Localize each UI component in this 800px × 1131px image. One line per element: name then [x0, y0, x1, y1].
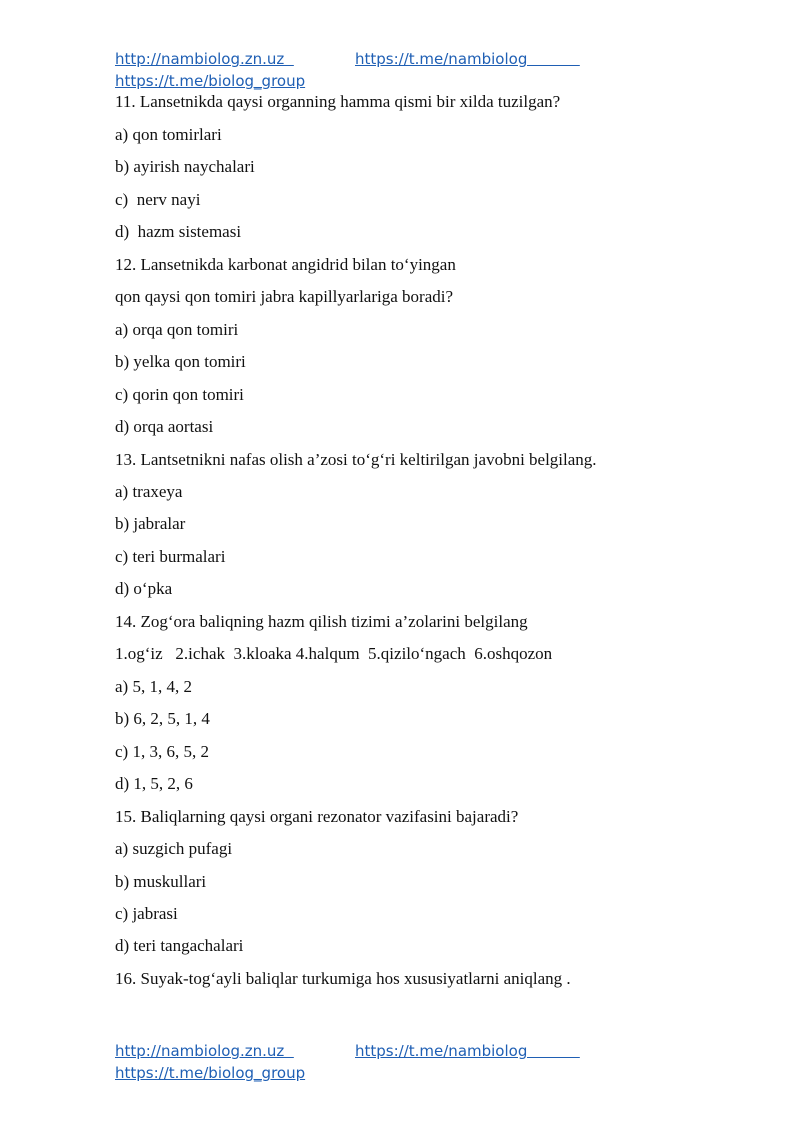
question-13-option-b: b) jabralar [115, 514, 186, 533]
question-15-option-c: c) jabrasi [115, 904, 178, 923]
question-11-option-a: a) qon tomirlari [115, 125, 222, 144]
question-15-option-d: d) teri tangachalari [115, 936, 244, 955]
footer-group-link[interactable]: https://t.me/biolog_group [115, 1064, 306, 1082]
question-11-option-d: d) hazm sistemasi [115, 222, 242, 241]
question-13-text: 13. Lantsetnikni nafas olish a’zosi to‘g‘ri keltirilgan javobni belgilang. [115, 450, 597, 469]
question-13-option-a: a) traxeya [115, 482, 183, 501]
question-11-text: 11. Lansetnikda qaysi organning hamma qismi bir xilda tuzilgan? [115, 92, 561, 111]
question-14-option-c: c) 1, 3, 6, 5, 2 [115, 742, 209, 761]
header-site-link[interactable]: http://nambiolog.zn.uz [115, 50, 294, 68]
question-14-text: 14. Zog‘ora baliqning hazm qilish tizimi a’zolarini belgilang [115, 612, 528, 631]
question-12-option-d: d) orqa aortasi [115, 417, 214, 436]
question-15-text: 15. Baliqlarning qaysi organi rezonator vazifasini bajaradi? [115, 807, 519, 826]
question-11-option-c: c) nerv nayi [115, 190, 201, 209]
question-14-items-list: 1.og‘iz 2.ichak 3.kloaka 4.halqum 5.qizilo‘ngach 6.oshqozon [115, 644, 553, 663]
question-12-text: 12. Lansetnikda karbonat angidrid bilan to‘yingan [115, 255, 456, 274]
question-12-text-continued: qon qaysi qon tomiri jabra kapillyarlariga boradi? [115, 287, 454, 306]
footer-telegram-link[interactable]: https://t.me/nambiolog [355, 1042, 580, 1060]
question-15-option-a: a) suzgich pufagi [115, 839, 233, 858]
question-15-option-b: b) muskullari [115, 872, 207, 891]
question-13-option-d: d) o‘pka [115, 579, 173, 598]
question-11-option-b: b) ayirish naychalari [115, 157, 255, 176]
question-14-option-b: b) 6, 2, 5, 1, 4 [115, 709, 210, 728]
question-16-text: 16. Suyak-tog‘ayli baliqlar turkumiga hos xususiyatlarni aniqlang . [115, 969, 571, 988]
question-12-option-b: b) yelka qon tomiri [115, 352, 246, 371]
question-12-option-a: a) orqa qon tomiri [115, 320, 239, 339]
question-14-option-a: a) 5, 1, 4, 2 [115, 677, 192, 696]
footer-site-link[interactable]: http://nambiolog.zn.uz [115, 1042, 294, 1060]
question-13-option-c: c) teri burmalari [115, 547, 226, 566]
header-telegram-link[interactable]: https://t.me/nambiolog [355, 50, 580, 68]
question-14-option-d: d) 1, 5, 2, 6 [115, 774, 193, 793]
question-12-option-c: c) qorin qon tomiri [115, 385, 244, 404]
header-group-link[interactable]: https://t.me/biolog_group [115, 72, 306, 90]
